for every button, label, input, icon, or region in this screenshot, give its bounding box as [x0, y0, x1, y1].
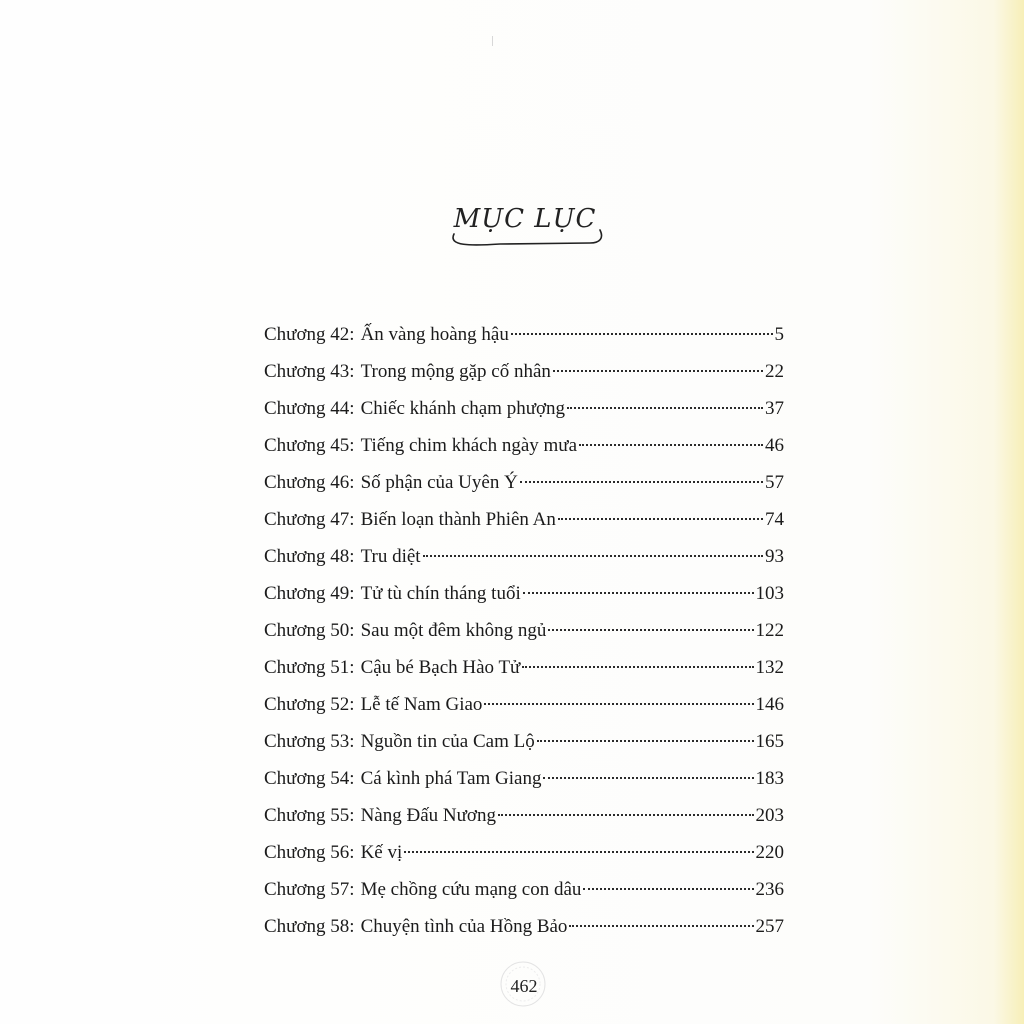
toc-separator: : [349, 879, 355, 900]
toc-chapter-title: Ấn vàng hoàng hậu [360, 324, 509, 345]
toc-chapter-label: Chương 53 [264, 731, 350, 752]
toc-page-number: 37 [765, 398, 784, 419]
toc-page-number: 183 [755, 768, 784, 789]
toc-separator: : [349, 361, 355, 382]
toc-separator: : [349, 583, 355, 604]
toc-chapter-title: Cậu bé Bạch Hào Tử [360, 657, 521, 678]
toc-entry [264, 612, 784, 649]
toc-page-number: 165 [755, 731, 784, 752]
toc-chapter-title: Tiếng chim khách ngày mưa [360, 435, 578, 456]
toc-chapter-label: Chương 56 [264, 842, 350, 863]
toc-entry [264, 723, 784, 760]
toc-chapter-label: Chương 57 [264, 879, 350, 900]
toc-page-number: 132 [755, 657, 784, 678]
toc-dot-leader [569, 924, 753, 927]
toc-chapter-title: Nàng Đấu Nương [360, 805, 496, 826]
toc-chapter-title: Mẹ chồng cứu mạng con dâu [360, 879, 582, 900]
toc-entry [264, 316, 784, 353]
toc-page-number: 257 [755, 916, 784, 937]
toc-entry [264, 538, 784, 575]
toc-page-number: 146 [755, 694, 784, 715]
toc-separator: : [349, 546, 355, 567]
toc-dot-leader [543, 776, 753, 779]
toc-page-number: 220 [755, 842, 784, 863]
toc-separator: : [349, 398, 355, 419]
toc-chapter-title: Tru diệt [360, 546, 421, 567]
toc-chapter-label: Chương 43 [264, 361, 350, 382]
toc-dot-leader [558, 517, 763, 520]
toc-dot-leader [520, 480, 763, 483]
toc-chapter-title: Chiếc khánh chạm phượng [360, 398, 566, 419]
toc-dot-leader [484, 702, 753, 705]
toc-entry [264, 834, 784, 871]
toc-page-number: 74 [765, 509, 784, 530]
toc-entry [264, 908, 784, 945]
toc-entry [264, 686, 784, 723]
toc-dot-leader [579, 443, 763, 446]
toc-dot-leader [404, 850, 753, 853]
toc-chapter-title: Nguồn tin của Cam Lộ [360, 731, 535, 752]
toc-entry [264, 797, 784, 834]
toc-page-number: 57 [765, 472, 784, 493]
toc-dot-leader [423, 554, 763, 557]
toc-dot-leader [511, 332, 773, 335]
toc-entry [264, 390, 784, 427]
toc-separator: : [349, 805, 355, 826]
toc-entry [264, 871, 784, 908]
toc-separator: : [349, 916, 355, 937]
table-of-contents [264, 316, 784, 945]
toc-separator: : [349, 620, 355, 641]
toc-chapter-title: Kế vị [360, 842, 403, 863]
toc-chapter-label: Chương 58 [264, 916, 350, 937]
toc-chapter-label: Chương 55 [264, 805, 350, 826]
toc-chapter-label: Chương 45 [264, 435, 350, 456]
toc-chapter-label: Chương 48 [264, 546, 350, 567]
toc-chapter-title: Sau một đêm không ngủ [360, 620, 547, 641]
toc-chapter-label: Chương 54 [264, 768, 350, 789]
toc-entry [264, 464, 784, 501]
toc-page-number: 203 [755, 805, 784, 826]
toc-dot-leader [523, 591, 754, 594]
toc-entry [264, 427, 784, 464]
toc-page-number: 236 [755, 879, 784, 900]
toc-separator: : [349, 509, 355, 530]
toc-chapter-title: Cá kình phá Tam Giang [360, 768, 542, 789]
toc-dot-leader [537, 739, 754, 742]
toc-chapter-title: Tử tù chín tháng tuổi [360, 583, 521, 604]
toc-chapter-title: Chuyện tình của Hồng Bảo [360, 916, 568, 937]
toc-chapter-title: Trong mộng gặp cố nhân [360, 361, 551, 382]
toc-separator: : [349, 694, 355, 715]
toc-chapter-label: Chương 42 [264, 324, 350, 345]
toc-page-number: 46 [765, 435, 784, 456]
toc-chapter-label: Chương 46 [264, 472, 350, 493]
toc-dot-leader [548, 628, 753, 631]
toc-chapter-title: Số phận của Uyên Ý [360, 472, 518, 493]
toc-chapter-label: Chương 44 [264, 398, 350, 419]
toc-entry [264, 649, 784, 686]
toc-entry [264, 353, 784, 390]
toc-dot-leader [553, 369, 763, 372]
toc-dot-leader [498, 813, 754, 816]
toc-page-number: 5 [774, 324, 784, 345]
page-number: 462 [510, 976, 538, 996]
scan-mark [492, 36, 493, 46]
toc-dot-leader [522, 665, 753, 668]
toc-heading [440, 196, 610, 256]
toc-separator: : [349, 472, 355, 493]
toc-chapter-label: Chương 50 [264, 620, 350, 641]
toc-page-number: 22 [765, 361, 784, 382]
toc-separator: : [349, 324, 355, 345]
toc-dot-leader [583, 887, 753, 890]
toc-page-number: 103 [755, 583, 784, 604]
toc-chapter-label: Chương 51 [264, 657, 350, 678]
toc-chapter-title: Lễ tế Nam Giao [360, 694, 483, 715]
toc-separator: : [349, 435, 355, 456]
toc-separator: : [349, 768, 355, 789]
toc-chapter-label: Chương 52 [264, 694, 350, 715]
toc-chapter-label: Chương 49 [264, 583, 350, 604]
toc-separator: : [349, 842, 355, 863]
toc-title: MỤC LỤC [453, 204, 597, 234]
toc-chapter-label: Chương 47 [264, 509, 350, 530]
toc-page-number: 93 [765, 546, 784, 567]
toc-entry [264, 501, 784, 538]
toc-dot-leader [567, 406, 763, 409]
toc-entry [264, 575, 784, 612]
toc-chapter-title: Biến loạn thành Phiên An [360, 509, 556, 530]
toc-entry [264, 760, 784, 797]
toc-separator: : [349, 657, 355, 678]
toc-page-number: 122 [755, 620, 784, 641]
toc-separator: : [349, 731, 355, 752]
